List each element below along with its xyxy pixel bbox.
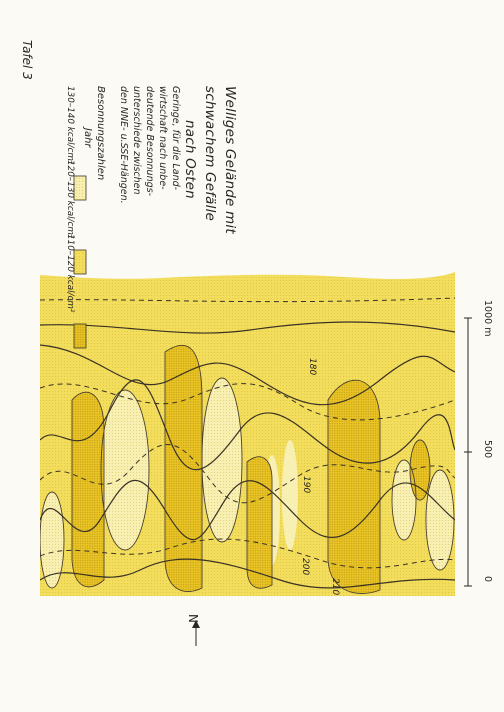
map-description: unterschiede zwischen <box>131 86 142 195</box>
legend-label-120-130: 120–130 kcal/cm² <box>65 160 75 239</box>
north-arrow-icon <box>192 620 200 646</box>
north-label: N <box>186 614 200 623</box>
legend-title: Besonnungszahlen <box>95 86 106 181</box>
map-title: nach Osten <box>182 120 198 199</box>
contour-label: 190 <box>301 476 311 494</box>
legend-label-110-120: 110–120 kcal/cm² <box>65 234 75 313</box>
scale-label: 0 <box>482 576 493 583</box>
map-title: schwachem Gefälle <box>202 86 218 222</box>
map-description: wirtschaft nach unbe- <box>157 86 168 190</box>
contour-label: 200 <box>300 558 310 576</box>
scale-label: 1000 m <box>482 300 493 337</box>
contour-label: 180 <box>307 358 317 376</box>
legend-subtitle: Jahr <box>82 128 93 148</box>
map-description: den NNE- u.SSE-Hängen. <box>118 86 129 204</box>
scale-label: 500 <box>482 440 493 459</box>
legend-label-130-140: 130–140 kcal/cm² <box>65 86 75 165</box>
plate-label: Tafel 3 <box>20 40 34 80</box>
map-title: Welliges Gelände mit <box>222 86 238 234</box>
map-description: deutende Besonnungs- <box>144 86 155 196</box>
map-description: Geringe, für die Land- <box>170 86 181 191</box>
contour-label: 210 <box>330 578 340 596</box>
map-area <box>40 270 460 600</box>
scale-bar <box>464 318 472 586</box>
